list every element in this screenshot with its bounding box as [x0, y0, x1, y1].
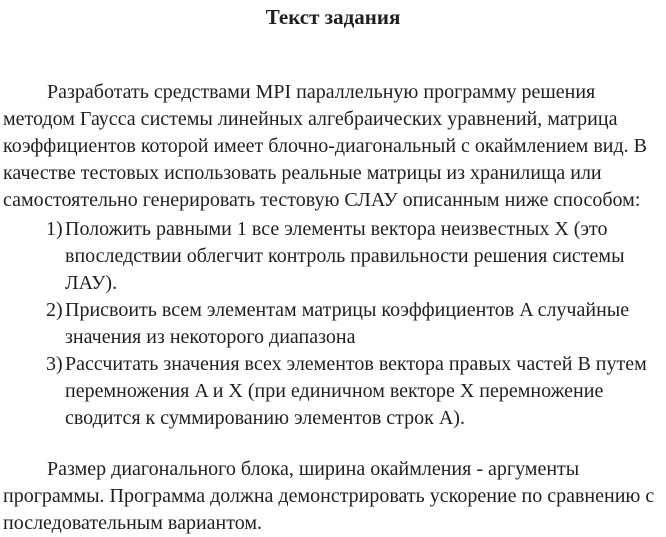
text-line	[0, 216, 666, 243]
text-line: качестве тестовых использовать реальные матрицы из хранилища или	[3, 162, 602, 184]
text-line: перемножения A и X (при единичном векторе X перемножение	[65, 380, 604, 402]
closing-paragraph	[3, 456, 666, 537]
numbered-list	[0, 216, 666, 432]
text-line: последовательным вариантом.	[3, 512, 262, 534]
list-item-text: Рассчитать значения всех элементов вектора правых частей B путем	[65, 353, 647, 375]
list-item-text: Присвоить всем элементам матрицы коэффициентов A случайные	[65, 299, 630, 321]
list-item-3	[0, 351, 666, 432]
list-item-1	[0, 216, 666, 297]
text-line: программы. Программа должна демонстрировать ускорение по сравнению с	[3, 485, 655, 507]
list-item-number: 3)	[46, 353, 63, 375]
document-title: Текст задания	[265, 5, 401, 29]
text-line	[0, 297, 666, 324]
list-item-text: Положить равными 1 все элементы вектора неизвестных X (это	[65, 218, 608, 240]
text-line: методом Гаусса системы линейных алгебраических уравнений, матрица	[3, 108, 618, 130]
text-line: Разработать средствами MPI параллельную программу решения	[47, 81, 596, 103]
list-item-number: 2)	[46, 299, 63, 321]
text-line	[0, 351, 666, 378]
intro-paragraph	[3, 79, 666, 214]
list-item-number: 1)	[46, 218, 63, 240]
text-line: коэффициентов которой имеет блочно-диагональный с окаймлением вид. В	[3, 135, 648, 157]
text-line: Размер диагонального блока, ширина окаймления - аргументы	[47, 458, 580, 480]
text-line: впоследствии облегчит контроль правильности решения системы	[65, 245, 625, 267]
text-line: значения из некоторого диапазона	[65, 326, 356, 348]
text-line: сводится к суммированию элементов строк A).	[65, 407, 465, 429]
text-line: ЛАУ).	[65, 272, 118, 294]
list-item-2	[0, 297, 666, 351]
text-line: самостоятельно генерировать тестовую СЛАУ описанным ниже способом:	[3, 189, 641, 211]
